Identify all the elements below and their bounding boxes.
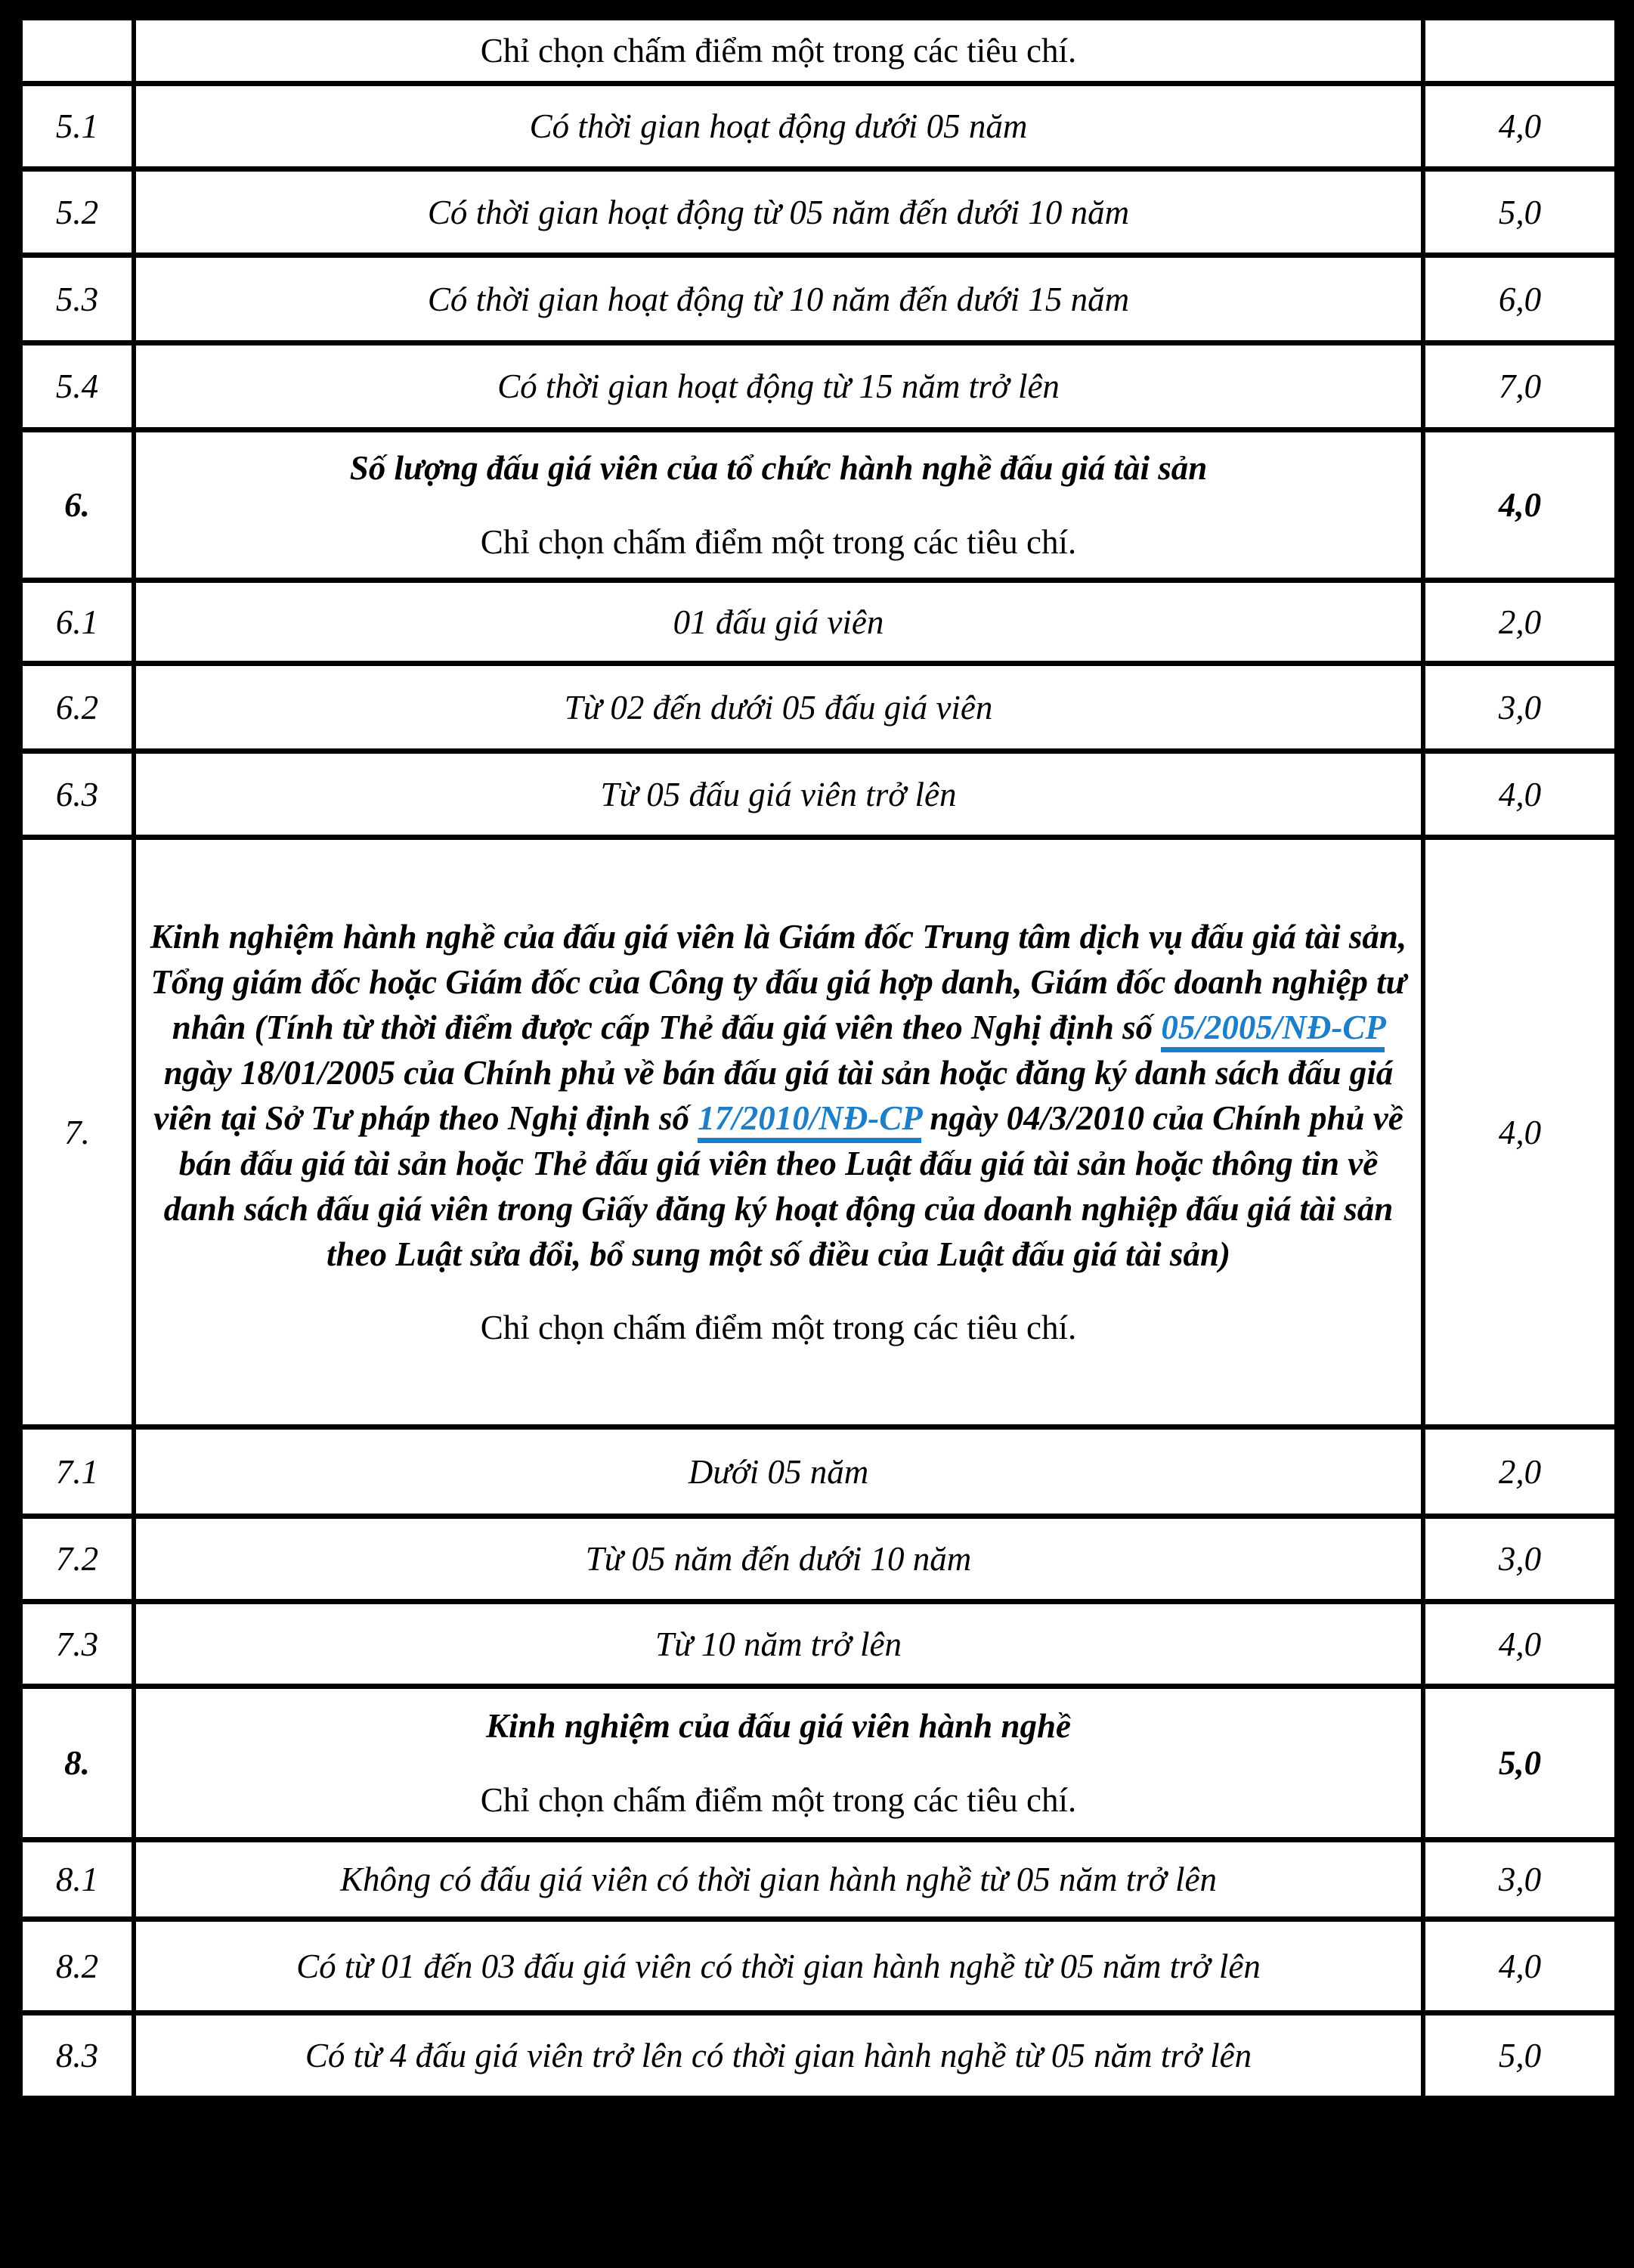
paragraph-segment: ngày 04/3/2010 của Chính phủ về bán đấu giá tài sản hoặc Thẻ đấu giá viên theo Luật đấu giá tài sản hoặc thông tin về danh sách đấu giá viên trong Giấy đăng ký hoạt động của doanh nghiệp đấu giá tài sản theo Luật sửa đổi, bổ sung một số điều của Luật đấu giá tài sản) <box>163 1099 1403 1274</box>
table-row-6 <box>20 430 1617 581</box>
cell-criteria: Có thời gian hoạt động từ 15 năm trở lên <box>134 343 1423 430</box>
cell-row-number: 6.2 <box>20 664 134 751</box>
cell-score: 5,0 <box>1423 2013 1617 2099</box>
cell-criteria: Từ 05 đấu giá viên trở lên <box>134 751 1423 838</box>
cell-criteria <box>134 1687 1423 1840</box>
criteria-paragraph <box>147 914 1410 1277</box>
table-row-5-2 <box>20 169 1617 256</box>
cell-row-number: 7. <box>20 838 134 1427</box>
table-row-8 <box>20 1687 1617 1840</box>
cell-score: 3,0 <box>1423 1517 1617 1602</box>
table-row-8-2 <box>20 1919 1617 2013</box>
cell-row-number: 8.1 <box>20 1840 134 1919</box>
table-row-8-1 <box>20 1840 1617 1919</box>
cell-score: 6,0 <box>1423 256 1617 343</box>
criteria-note: Chỉ chọn chấm điểm một trong các tiêu chí. <box>480 523 1077 562</box>
cell-score: 3,0 <box>1423 664 1617 751</box>
cell-score: 5,0 <box>1423 169 1617 256</box>
paragraph-segment: ngày 18/01/2005 của Chính phủ về bán đấu giá tài sản hoặc đăng ký danh sách đấu giá viên tại Sở Tư pháp theo Nghị định số <box>153 1054 1394 1138</box>
cell-score: 7,0 <box>1423 343 1617 430</box>
criteria-note: Chỉ chọn chấm điểm một trong các tiêu chí. <box>480 1309 1077 1347</box>
cell-row-number: 8.2 <box>20 1919 134 2013</box>
criteria-note: Chỉ chọn chấm điểm một trong các tiêu chí. <box>480 1781 1077 1820</box>
cell-criteria: Không có đấu giá viên có thời gian hành nghề từ 05 năm trở lên <box>134 1840 1423 1919</box>
cell-row-number: 5.4 <box>20 343 134 430</box>
cell-row-number: 5.1 <box>20 84 134 169</box>
cell-row-number: 6. <box>20 430 134 581</box>
cell-score: 4,0 <box>1423 84 1617 169</box>
cell-criteria: Từ 05 năm đến dưới 10 năm <box>134 1517 1423 1602</box>
cell-score <box>1423 18 1617 84</box>
cell-score: 4,0 <box>1423 838 1617 1427</box>
table-row-8-3 <box>20 2013 1617 2099</box>
table-row-6-1 <box>20 581 1617 664</box>
cell-score: 3,0 <box>1423 1840 1617 1919</box>
criteria-title: Kinh nghiệm của đấu giá viên hành nghề <box>486 1707 1071 1746</box>
cell-score: 2,0 <box>1423 581 1617 664</box>
cell-row-number: 7.2 <box>20 1517 134 1602</box>
table-row-7-3 <box>20 1602 1617 1687</box>
cell-row-number: 7.3 <box>20 1602 134 1687</box>
cell-criteria: Chỉ chọn chấm điểm một trong các tiêu chí. <box>134 18 1423 84</box>
cell-row-number: 8.3 <box>20 2013 134 2099</box>
cell-score: 4,0 <box>1423 430 1617 581</box>
cell-criteria: Từ 10 năm trở lên <box>134 1602 1423 1687</box>
cell-criteria: Có thời gian hoạt động từ 10 năm đến dưới 15 năm <box>134 256 1423 343</box>
cell-criteria: Có từ 4 đấu giá viên trở lên có thời gian hành nghề từ 05 năm trở lên <box>134 2013 1423 2099</box>
cell-criteria <box>134 838 1423 1427</box>
cell-score: 4,0 <box>1423 1602 1617 1687</box>
cell-criteria: Dưới 05 năm <box>134 1427 1423 1517</box>
cell-row-number <box>20 18 134 84</box>
cell-score: 4,0 <box>1423 1919 1617 2013</box>
cell-criteria: Có từ 01 đến 03 đấu giá viên có thời gian hành nghề từ 05 năm trở lên <box>134 1919 1423 2013</box>
cell-row-number: 5.3 <box>20 256 134 343</box>
cell-criteria <box>134 430 1423 581</box>
cell-score: 2,0 <box>1423 1427 1617 1517</box>
table-row-7-1 <box>20 1427 1617 1517</box>
table-row-7 <box>20 838 1617 1427</box>
cell-score: 5,0 <box>1423 1687 1617 1840</box>
cell-criteria: 01 đấu giá viên <box>134 581 1423 664</box>
table-row-5-4 <box>20 343 1617 430</box>
cell-row-number: 6.1 <box>20 581 134 664</box>
decree-link-17-2010-nd-cp[interactable]: 17/2010/NĐ-CP <box>698 1099 921 1143</box>
cell-score: 4,0 <box>1423 751 1617 838</box>
table-row-5-note <box>20 18 1617 84</box>
cell-criteria: Có thời gian hoạt động từ 05 năm đến dưới 10 năm <box>134 169 1423 256</box>
table-row-5-1 <box>20 84 1617 169</box>
criteria-table <box>18 15 1619 2101</box>
cell-row-number: 6.3 <box>20 751 134 838</box>
table-row-6-3 <box>20 751 1617 838</box>
paragraph-segment: Kinh nghiệm hành nghề của đấu giá viên là Giám đốc Trung tâm dịch vụ đấu giá tài sản, Tổng giám đốc hoặc Giám đốc của Công ty đấu giá hợp danh, Giám đốc doanh nghiệp tư nhân (Tính từ thời điểm được cấp Thẻ đấu giá viên theo Nghị định số <box>150 918 1407 1047</box>
cell-criteria: Từ 02 đến dưới 05 đấu giá viên <box>134 664 1423 751</box>
cell-row-number: 5.2 <box>20 169 134 256</box>
criteria-title: Số lượng đấu giá viên của tổ chức hành nghề đấu giá tài sản <box>349 449 1208 488</box>
cell-row-number: 8. <box>20 1687 134 1840</box>
decree-link-05-2005-nd-cp[interactable]: 05/2005/NĐ-CP <box>1161 1009 1385 1052</box>
table-row-7-2 <box>20 1517 1617 1602</box>
table-row-6-2 <box>20 664 1617 751</box>
cell-row-number: 7.1 <box>20 1427 134 1517</box>
table-row-5-3 <box>20 256 1617 343</box>
cell-criteria: Có thời gian hoạt động dưới 05 năm <box>134 84 1423 169</box>
